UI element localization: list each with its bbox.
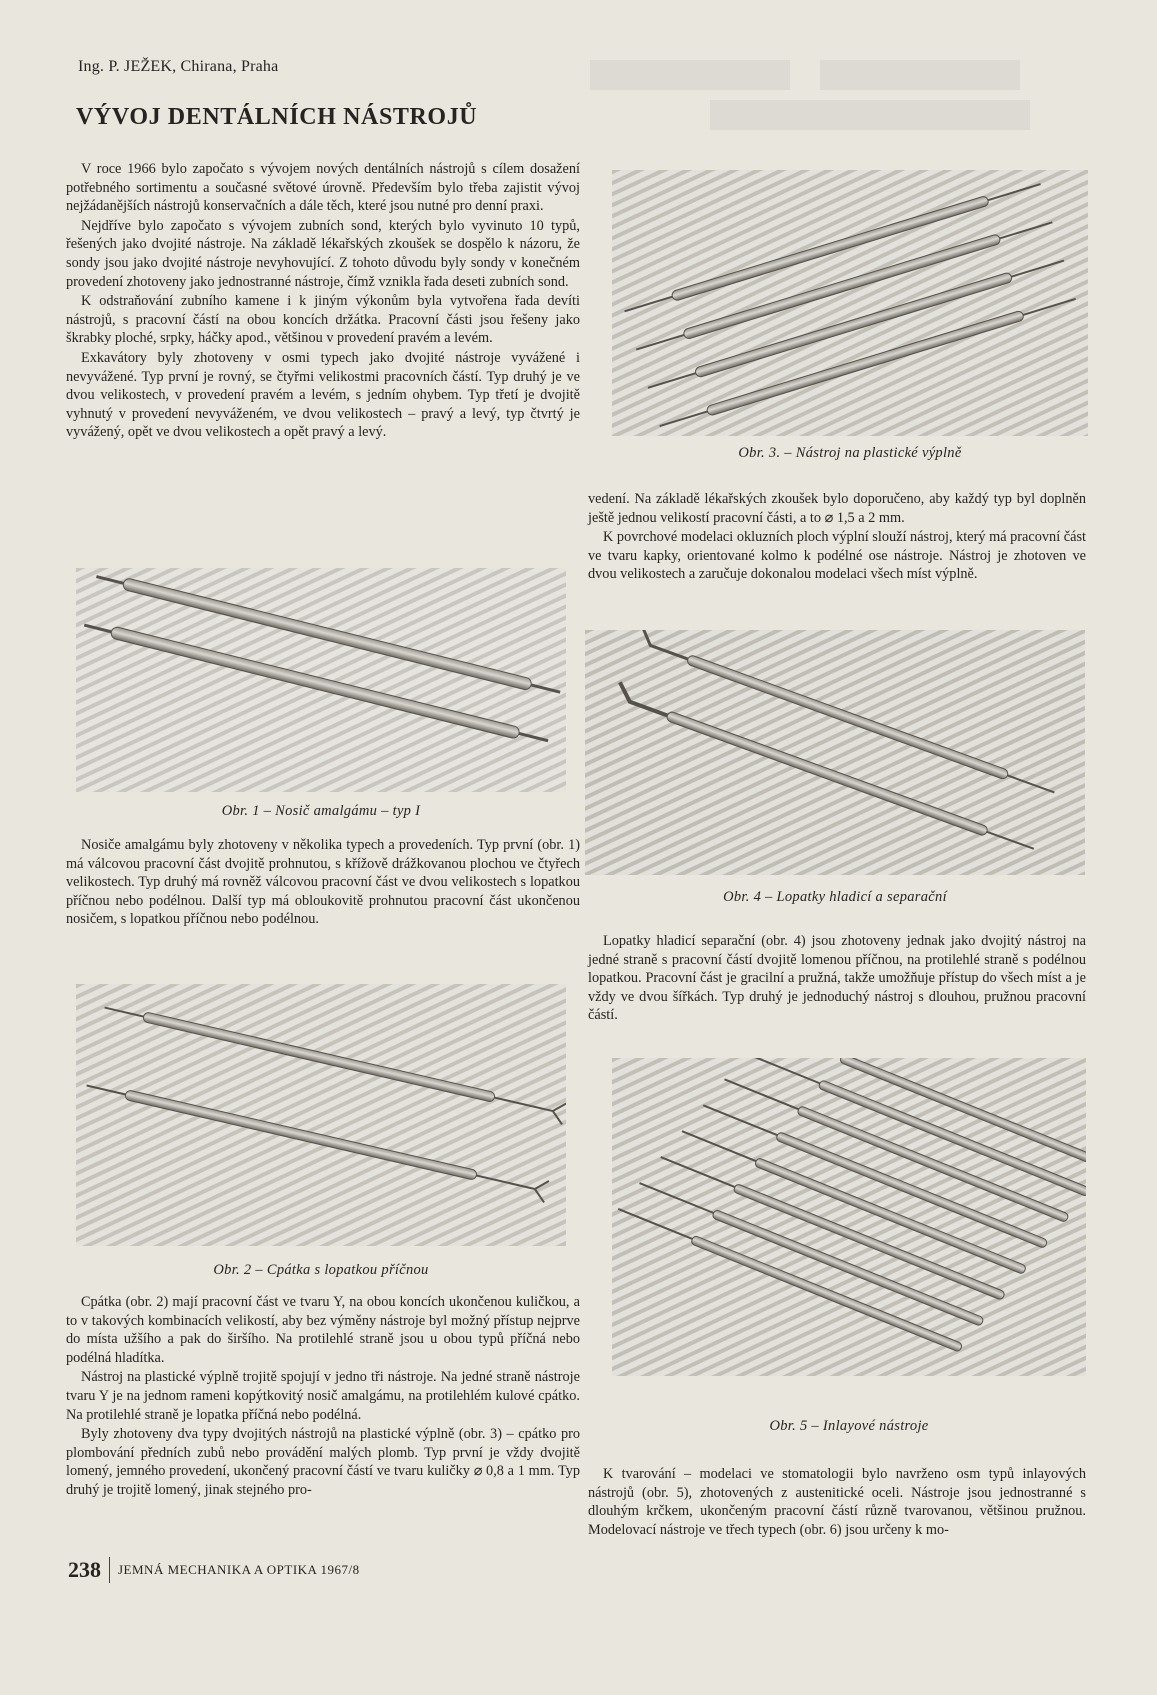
footer-divider [109, 1557, 110, 1583]
paragraph: Nejdříve bylo započato s vývojem zubních sond, kterých bylo vyvinuto 10 typů, řešených jako dvojité nástroje. Na základě lékařských zkoušek se dospělo k názoru, že sondy jsou jako dvojité nástroje nevyhovující. Z tohoto důvodu byly sondy v konečném provedení zhotoveny jako jednostranné nástroje, čímž vznikla řada deseti zubních sond. [66, 217, 580, 290]
paragraph: K odstraňování zubního kamene i k jiným výkonům byla vytvořena řada devíti nástrojů, s pracovní částí na obou koncích držátka. Pracovní části jsou řešeny jako škrabky ploché, srpky, háčky apod., většinou v provedení pravém a levém. [66, 293, 580, 347]
bleed-through-shadow [590, 60, 1070, 140]
figure-1-caption: Obr. 1 – Nosič amalgámu – typ I [221, 803, 421, 819]
figure-5-photo [612, 1058, 1086, 1376]
paragraph: Nosiče amalgámu byly zhotoveny v několika typech a provedeních. Typ první (obr. 1) má válcovou pracovní část dvojitě prohnutou, s křížově drážkovanou plochou ve čtyřech velikostech. Typ druhý má rovněž válcovou pracovní část ve dvou velikostech s lopatkou příčnou nebo podélnou. Další typ má obloukovitě prohnutou pracovní část ukončenou nosičem, s lopatkou příčnou nebo podélnou. [66, 837, 580, 928]
paragraph: Lopatky hladicí separační (obr. 4) jsou zhotoveny jednak jako dvojitý nástroj na jedné straně s pracovní částí dvojitě lomenou příčnou, na protilehlé straně s podélnou lopatkou. Pracovní část je gracilní a pružná, takže umožňuje přístup do všech míst a je vždy ve dvou šířkách. Typ druhý je jednoduchý nástroj s dlouhou, pružnou pracovní částí. [588, 933, 1086, 1024]
figure-4-photo [585, 630, 1085, 875]
author-line: Ing. P. JEŽEK, Chirana, Praha [78, 58, 279, 75]
paragraph: K tvarování – modelaci ve stomatologii bylo navrženo osm typů inlayových nástrojů (obr. 5), zhotovených z austenitické oceli. Nástroje jsou jednostranné s dlouhým krčkem, ukončeným pracovní částí různě tvarovanou, většinou pružnou. Modelovací nástroje ve třech typech (obr. 6) jsou určeny k mo- [588, 1466, 1086, 1538]
figure-4-caption: Obr. 4 – Lopatky hladicí a separační [723, 889, 947, 905]
paragraph: Cpátka (obr. 2) mají pracovní část ve tvaru Y, na obou koncích ukončenou kuličkou, a to v takových kombinacích velikostí, aby bez výměny nástroje byl možný přístup nejprve do místa užšího a pak do širšího. Na protilehlé straně jsou u obou typů příčná nebo podélná hladítka. [66, 1294, 580, 1366]
figure-1-photo [76, 568, 566, 792]
right-column-inlay [588, 1465, 1086, 1539]
right-column-spatulas [588, 932, 1086, 1025]
figure-2-caption: Obr. 2 – Cpátka s lopatkou příčnou [213, 1262, 429, 1278]
journal-name: JEMNÁ MECHANIKA A OPTIKA 1967/8 [118, 1562, 360, 1577]
pluggers-photo [76, 984, 566, 1246]
figure-2-photo [76, 984, 566, 1246]
inlay-instruments-photo [612, 1058, 1086, 1376]
left-column-pluggers [66, 1293, 580, 1500]
figure-3-caption: Obr. 3. – Nástroj na plastické výplně [738, 445, 962, 461]
page-footer [68, 1557, 360, 1583]
paragraph: Byly zhotoveny dva typy dvojitých nástrojů na plastické výplně (obr. 3) – cpátko pro plombování předních zubů nebo provádění malých plomb. Typ první je vždy dvojitě lomený, jemného provedení, ukončený pracovní částí ve tvaru kuličky ⌀ 0,8 a 1 mm. Typ druhý je trojitě lomený, jinak stejného pro- [66, 1426, 580, 1498]
paragraph: K povrchové modelaci okluzních ploch výplní slouží nástroj, který má pracovní část ve tvaru kapky, orientované kolmo k podélné ose nástroje. Nástroj je zhotoven ve dvou velikostech a zaručuje dokonalou modelaci všech míst výplně. [588, 529, 1086, 583]
paragraph: vedení. Na základě lékařských zkoušek bylo doporučeno, aby každý typ byl doplněn ještě jednou velikostí pracovní části, a to ⌀ 1,5 a 2 mm. [588, 491, 1086, 526]
paragraph: V roce 1966 bylo započato s vývojem nových dentálních nástrojů s cílem dosažení potřebného sortimentu a současné světové úrovně. Především bylo třeba zajistit vývoj nejžádanějších nástrojů konservačních a dále těch, které jsou nutné pro denní praxi. [66, 161, 580, 215]
figure-5-caption: Obr. 5 – Inlayové nástroje [769, 1418, 929, 1434]
left-column-amalgam [66, 836, 580, 929]
paragraph: Nástroj na plastické výplně trojitě spojují v jedno tři nástroje. Na jedné straně nástroje tvaru Y je na jednom rameni kopýtkovitý nosič amalgámu, na protilehlém kulové cpátko. Na protilehlé straně je lopatka příčná nebo podélná. [66, 1369, 580, 1423]
plastic-filling-instruments-photo [612, 170, 1088, 436]
paragraph: Exkavátory byly zhotoveny v osmi typech jako dvojité nástroje vyvážené i nevyvážené. Typ první je rovný, se čtyřmi velikostmi pracovních částí. Typ druhý je ve dvou velikostech, v provedení pravém a levém, s jedním ohybem. Typ třetí je dvojitě vyhnutý v provedení nevyváženém, ve dvou velikostech – pravý a levý, typ čtvrtý je vyvážený, opět ve dvou velikostech a opět pravý a levý. [66, 349, 580, 441]
separating-spatulas-photo [585, 630, 1085, 875]
left-column-intro [66, 160, 580, 442]
amalgam-carrier-photo [76, 568, 566, 792]
page-number: 238 [68, 1557, 101, 1582]
figure-3-photo [612, 170, 1088, 436]
right-column-continuation [588, 490, 1086, 584]
article-title: VÝVOJ DENTÁLNÍCH NÁSTROJŮ [76, 104, 478, 130]
